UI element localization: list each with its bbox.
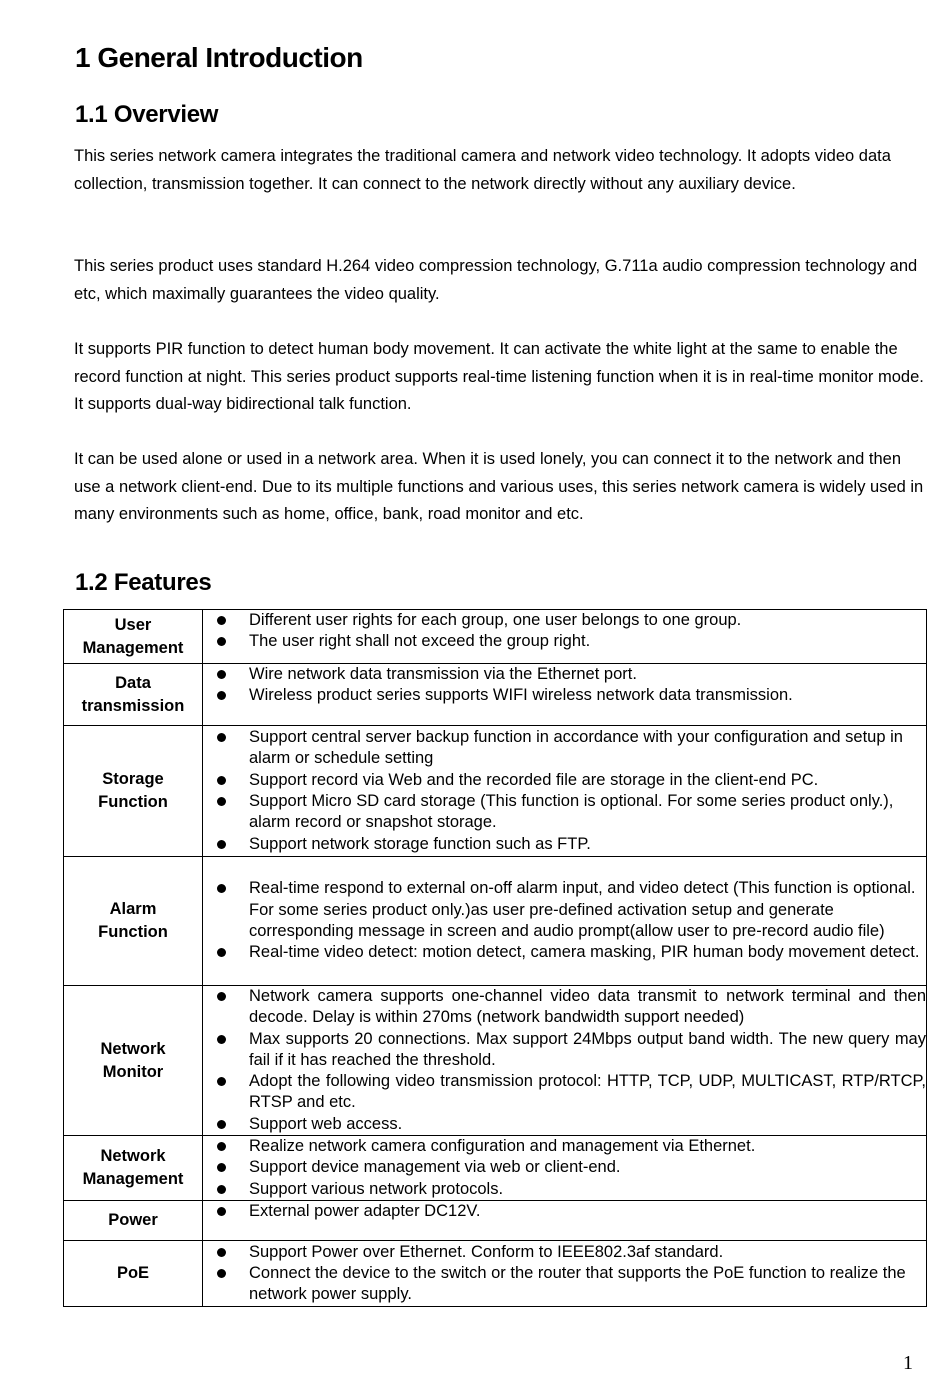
list-item: Realize network camera configuration and management via Ethernet. <box>203 1136 926 1157</box>
overview-paragraph: This series product uses standard H.264 video compression technology, G.711a audio compression technology and etc, which maximally guarantees the video quality. <box>74 257 918 303</box>
feature-items <box>203 610 927 664</box>
feature-label <box>64 664 203 726</box>
list-item: Support Micro SD card storage (This function is optional. For some series product only.), alarm record or snapshot storage. <box>203 791 926 834</box>
list-item: Wire network data transmission via the Ethernet port. <box>203 664 926 685</box>
list-item: Network camera supports one-channel video data transmit to network terminal and then decode. Delay is within 270ms (network bandwidth support needed) <box>203 986 926 1029</box>
feature-label-line: transmission <box>81 696 185 715</box>
feature-label-line: Monitor <box>102 1062 164 1081</box>
feature-label-line: Network <box>100 1039 166 1058</box>
overview-paragraph: This series network camera integrates the traditional camera and network video technology. It adopts video data collection, transmission together. It can connect to the network directly without any auxiliary device. <box>74 147 891 193</box>
list-item: Different user rights for each group, one user belongs to one group. <box>203 610 926 631</box>
features-table <box>63 609 927 1307</box>
list-item: Wireless product series supports WIFI wireless network data transmission. <box>203 685 926 706</box>
list-item: Support web access. <box>203 1114 926 1135</box>
feature-items <box>203 986 927 1136</box>
list-item: Adopt the following video transmission protocol: HTTP, TCP, UDP, MULTICAST, RTP/RTCP, RTSP and etc. <box>203 1071 926 1114</box>
features-heading: 1.2 Features <box>75 569 212 596</box>
table-row <box>64 726 927 857</box>
list-item: Real-time video detect: motion detect, camera masking, PIR human body movement detect. <box>203 942 926 963</box>
feature-items <box>203 857 927 986</box>
feature-label-line: Storage <box>102 770 164 788</box>
chapter-title: 1 General Introduction <box>75 42 363 73</box>
feature-items <box>203 1136 927 1201</box>
feature-label <box>64 726 203 857</box>
overview-paragraph: It supports PIR function to detect human body movement. It can activate the white light at the same to enable the record function at night. This series product supports real-time listening function when it is in real-time monitor mode. It supports dual-way bidirectional talk function. <box>74 340 924 413</box>
table-row <box>64 1201 927 1241</box>
feature-label-line: Function <box>98 793 168 811</box>
feature-label <box>64 857 203 986</box>
table-row <box>64 1136 927 1201</box>
feature-label <box>64 610 203 664</box>
feature-label <box>64 1136 203 1201</box>
list-item: Support various network protocols. <box>203 1179 926 1200</box>
feature-label-line: Power <box>108 1211 158 1230</box>
list-item: Real-time respond to external on-off alarm input, and video detect (This function is optional. For some series product only.)as user pre-defined activation setup and generate corresponding message in screen and audio prompt(allow user to pre-record audio file) <box>203 878 926 942</box>
feature-label-line: PoE <box>116 1264 150 1283</box>
page-number: 1 <box>903 1352 913 1374</box>
list-item: External power adapter DC12V. <box>203 1201 926 1222</box>
list-item: The user right shall not exceed the group right. <box>203 631 926 652</box>
table-row <box>64 986 927 1136</box>
feature-label-line: User <box>114 615 152 634</box>
feature-label-line: Data <box>115 673 151 692</box>
feature-items <box>203 1201 927 1241</box>
feature-label-line: Management <box>82 638 184 657</box>
list-item: Connect the device to the switch or the router that supports the PoE function to realize the network power supply. <box>203 1263 926 1306</box>
feature-label-line: Network <box>100 1147 166 1166</box>
feature-label-line: Alarm <box>109 900 157 918</box>
overview-heading: 1.1 Overview <box>75 101 219 128</box>
list-item: Max supports 20 connections. Max support 24Mbps output band width. The new query may fail if it has reached the threshold. <box>203 1029 926 1072</box>
list-item: Support device management via web or client-end. <box>203 1157 926 1178</box>
list-item: Support central server backup function in accordance with your configuration and setup in alarm or schedule setting <box>203 727 926 770</box>
feature-items <box>203 726 927 857</box>
feature-label <box>64 1241 203 1307</box>
feature-items <box>203 664 927 726</box>
feature-label <box>64 986 203 1136</box>
table-row <box>64 610 927 664</box>
list-item: Support network storage function such as FTP. <box>203 834 926 855</box>
feature-label-line: Management <box>82 1170 184 1189</box>
feature-items <box>203 1241 927 1307</box>
feature-label-line: Function <box>98 923 168 941</box>
table-row <box>64 857 927 986</box>
table-row <box>64 664 927 726</box>
feature-label <box>64 1201 203 1241</box>
list-item: Support Power over Ethernet. Conform to IEEE802.3af standard. <box>203 1242 926 1263</box>
list-item: Support record via Web and the recorded file are storage in the client-end PC. <box>203 770 926 791</box>
table-row <box>64 1241 927 1307</box>
overview-paragraph: It can be used alone or used in a network area. When it is used lonely, you can connect it to the network and then use a network client-end. Due to its multiple functions and various uses, this series network camera is widely used in many environments such as home, office, bank, road monitor and etc. <box>74 450 924 523</box>
